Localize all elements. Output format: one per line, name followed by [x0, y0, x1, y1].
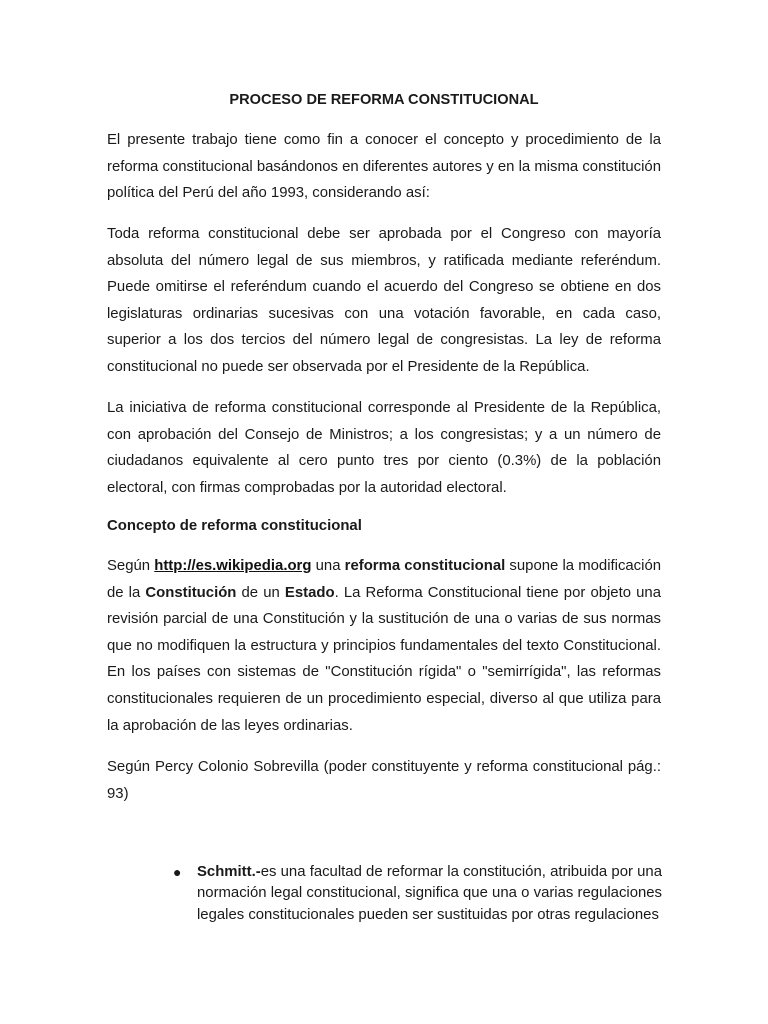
intro-paragraph: El presente trabajo tiene como fin a conocer el concepto y procedimiento de la reforma constitucional basándonos en diferentes autores y en la misma constitución política del Perú del año 1993, considerando así:: [107, 132, 661, 202]
concept-text-a: una: [311, 558, 345, 574]
concept-bold-estado: Estado: [284, 584, 335, 601]
percy-paragraph: Según Percy Colonio Sobrevilla (poder constituyente y reforma constitucional pág.: 93): [107, 759, 661, 802]
bullet-text: es una facultad de reformar la constitución, atribuida por una normación legal constitucional, significa que una o varias regulaciones legales constitucionales pueden ser sustituidas por otras regulaciones: [197, 864, 662, 923]
list-item: [170, 862, 662, 926]
concept-text-b: supone la modificación de la: [107, 558, 662, 601]
bullet-icon: ●: [173, 864, 182, 880]
concept-text-c: de un: [236, 584, 285, 601]
definitions-list: [170, 862, 662, 926]
wikipedia-link[interactable]: http://es.wikipedia.org: [154, 558, 312, 574]
concept-bold-reforma: reforma constitucional: [344, 558, 506, 574]
concept-lead: Según: [107, 558, 155, 574]
concept-bold-constitucion: Constitución: [145, 584, 237, 601]
bullet-author: Schmitt.-: [197, 864, 261, 880]
concept-paragraph: [107, 553, 661, 739]
document-title: PROCESO DE REFORMA CONSTITUCIONAL: [229, 92, 539, 108]
reform-approval-paragraph: Toda reforma constitucional debe ser aprobada por el Congreso con mayoría absoluta del número legal de sus miembros, y ratificada mediante referéndum. Puede omitirse el referéndum cuando el acuerdo del Congreso se obtiene en dos legislaturas ordinarias sucesivas con una votación favorable, en cada caso, superior a los dos tercios del número legal de congresistas. La ley de reforma constitucional no puede ser observada por el Presidente de la República.: [107, 226, 661, 375]
concept-heading: Concepto de reforma constitucional: [107, 518, 362, 534]
concept-text-d: . La Reforma Constitucional tiene por objeto una revisión parcial de una Constitución y la sustitución de una o varias de sus normas que no modifiquen la estructura y principios fundamentales del texto Constitucional. En los países con sistemas de "Constitución rígida" o "semirrígida", las reformas constitucionales requieren de un procedimiento especial, diverso al que utiliza para la aprobación de las leyes ordinarias.: [107, 584, 661, 734]
reform-initiative-paragraph: La iniciativa de reforma constitucional corresponde al Presidente de la República, con aprobación del Consejo de Ministros; a los congresistas; y a un número de ciudadanos equivalente al cero punto tres por ciento (0.3%) de la población electoral, con firmas comprobadas por la autoridad electoral.: [107, 400, 661, 496]
